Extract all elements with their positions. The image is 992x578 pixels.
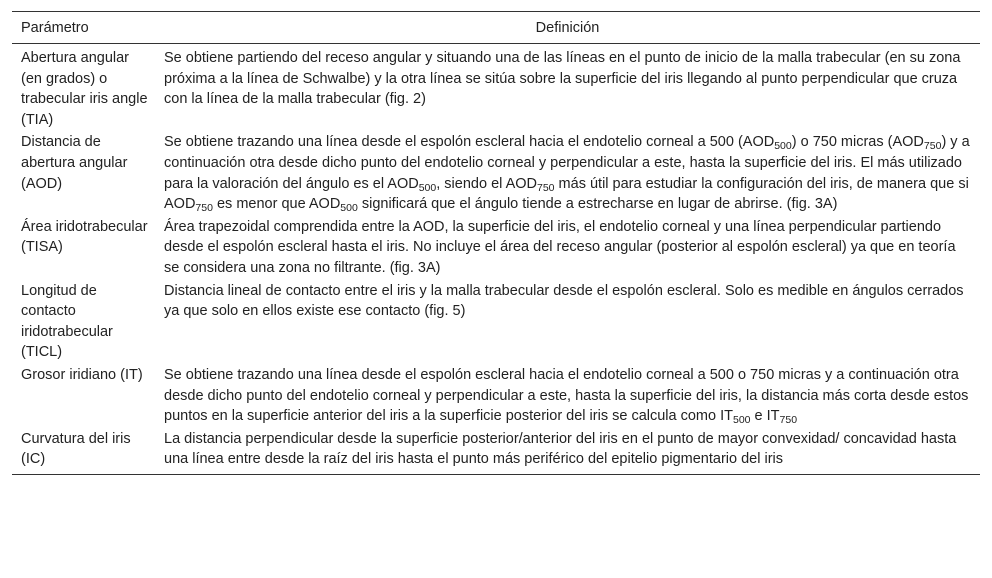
header-definicion: Definición	[155, 12, 980, 44]
definitions-table	[12, 11, 980, 475]
param-cell: Área iridotrabecular (TISA)	[21, 218, 148, 256]
subscript: 500	[732, 414, 751, 427]
table-row-tisa	[12, 216, 980, 280]
subscript: 750	[195, 202, 213, 215]
subscript: 750	[923, 140, 942, 153]
definition-text: significará que el ángulo tiende a estrecharse en lugar de abrirse. (fig. 3A)	[357, 196, 838, 213]
definition-cell	[155, 364, 980, 428]
table-row-aod	[12, 131, 980, 215]
definition-text: ) y a continuación otra desde dicho punto del endotelio corneal y perpendicular a este, hasta la superficie del iris. El más utilizado para la valoración del ángulo es el AOD	[164, 134, 970, 192]
definition-cell: Distancia lineal de contacto entre el iris y la malla trabecular desde el espolón escleral. Solo es medible en ángulos cerrados ya que solo en ellos existe ese contacto (fig. 5)	[164, 282, 964, 320]
definition-text: Se obtiene trazando una línea desde el espolón escleral hacia el endotelio corneal a 500 o 750 micras y a continuación otra desde dicho punto del endotelio corneal y perpendicular a este, hasta la superficie del iris, la distancia más corta desde estos puntos en la superficie anterior del iris a la superficie posterior del iris se calcula como IT	[164, 366, 969, 425]
subscript: 500	[340, 202, 358, 215]
definition-text: más útil para estudiar la configuración del iris, de manera que si AOD	[164, 175, 969, 213]
subscript: 750	[779, 414, 798, 427]
subscript: 500	[774, 140, 792, 153]
definition-text: , siendo el AOD	[436, 175, 537, 192]
subscript: 750	[537, 181, 555, 194]
param-cell: Curvatura del iris (IC)	[12, 428, 155, 475]
table-row-tia	[12, 44, 980, 132]
table-row-ticl	[12, 280, 980, 364]
definition-cell: Se obtiene partiendo del receso angular y situando una de las líneas en el punto de inicio de la malla trabecular (en su zona próxima a la línea de Schwalbe) y la otra línea se sitúa sobre la superficie del iris llegando al punto perpendicular que cruza con la línea de la malla trabecular (fig. 2)	[164, 50, 961, 108]
param-cell: Abertura angular (en grados) o trabecular iris angle (TIA)	[21, 50, 148, 128]
definition-text: Se obtiene trazando una línea desde el espolón escleral hacia el endotelio corneal a 500 (AOD	[164, 134, 775, 151]
definition-cell	[155, 131, 980, 215]
param-cell: Grosor iridiano (IT)	[21, 366, 143, 383]
definition-cell: La distancia perpendicular desde la superficie posterior/anterior del iris en el punto de mayor convexidad/ concavidad hasta una línea entre desde la raíz del iris hasta el punto más periférico del epitelio pigmentario del iris	[155, 428, 980, 475]
subscript: 500	[418, 181, 437, 194]
definition-text: es menor que AOD	[212, 196, 341, 213]
table-row-it	[12, 364, 980, 428]
param-cell: Distancia de abertura angular (AOD)	[21, 134, 128, 192]
definition-text: e IT	[750, 408, 780, 425]
table-header-row	[12, 12, 980, 44]
definition-text: ) o 750 micras (AOD	[791, 134, 924, 151]
header-parametro: Parámetro	[12, 12, 155, 44]
definitions-table-container	[12, 11, 980, 475]
table-row-ic	[12, 428, 980, 475]
definition-cell: Área trapezoidal comprendida entre la AOD, la superficie del iris, el endotelio corneal y una línea perpendicular partiendo desde el espolón escleral hasta el iris. No incluye el área del receso angular (posterior al espolón escleral) ya que en teoría se considera una zona no filtrante. (fig. 3A)	[164, 218, 956, 276]
param-cell: Longitud de contacto iridotrabecular (TICL)	[21, 282, 113, 361]
